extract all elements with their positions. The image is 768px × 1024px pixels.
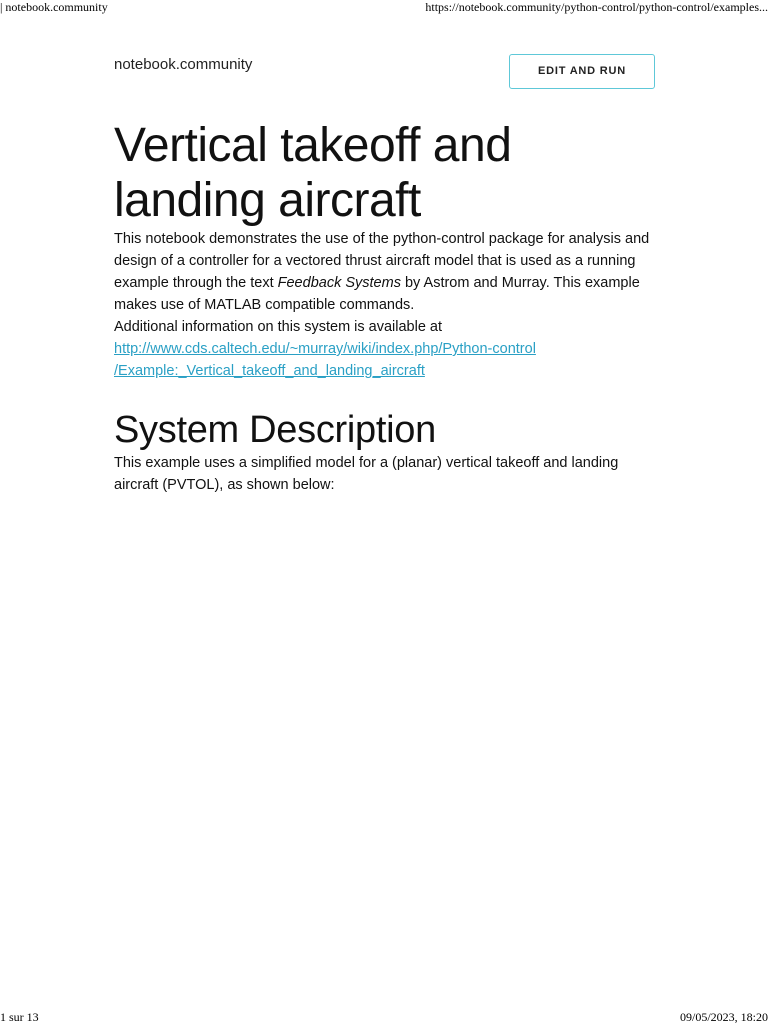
link-line-2: /Example:_Vertical_takeoff_and_landing_aircraft: [114, 363, 425, 379]
section-title: System Description: [114, 409, 436, 451]
page-title: Vertical takeoff and landing aircraft: [114, 119, 512, 227]
print-header-title: | notebook.community: [0, 0, 108, 14]
site-brand-link[interactable]: notebook.community: [114, 56, 253, 73]
print-header-url: https://notebook.community/python-control/python-control/examples...: [425, 0, 768, 14]
print-footer-page: 1 sur 13: [0, 1010, 39, 1024]
section-paragraph: This example uses a simplified model for a (planar) vertical takeoff and landing aircraft (PVTOL), as shown below:: [114, 455, 619, 493]
intro-text-before: This notebook demonstrates the use of the python-control package for analysis and design of a controller for a vectored thrust aircraft model that is used as a running example through the text: [114, 231, 650, 291]
article-content: [114, 118, 654, 496]
book-title: Feedback Systems: [277, 275, 401, 291]
link-line-1: http://www.cds.caltech.edu/~murray/wiki/index.php/Python-control: [114, 341, 536, 357]
link-paragraph: [114, 338, 654, 382]
edit-and-run-button[interactable]: EDIT AND RUN: [509, 54, 655, 89]
print-footer-date: 09/05/2023, 18:20: [679, 1010, 768, 1024]
intro-paragraph: [114, 228, 654, 316]
info-paragraph: Additional information on this system is available at: [114, 319, 443, 335]
caltech-wiki-link[interactable]: [114, 341, 536, 379]
intro-text-after: by Astrom and Murray. This example makes use of MATLAB compatible commands.: [114, 275, 640, 313]
